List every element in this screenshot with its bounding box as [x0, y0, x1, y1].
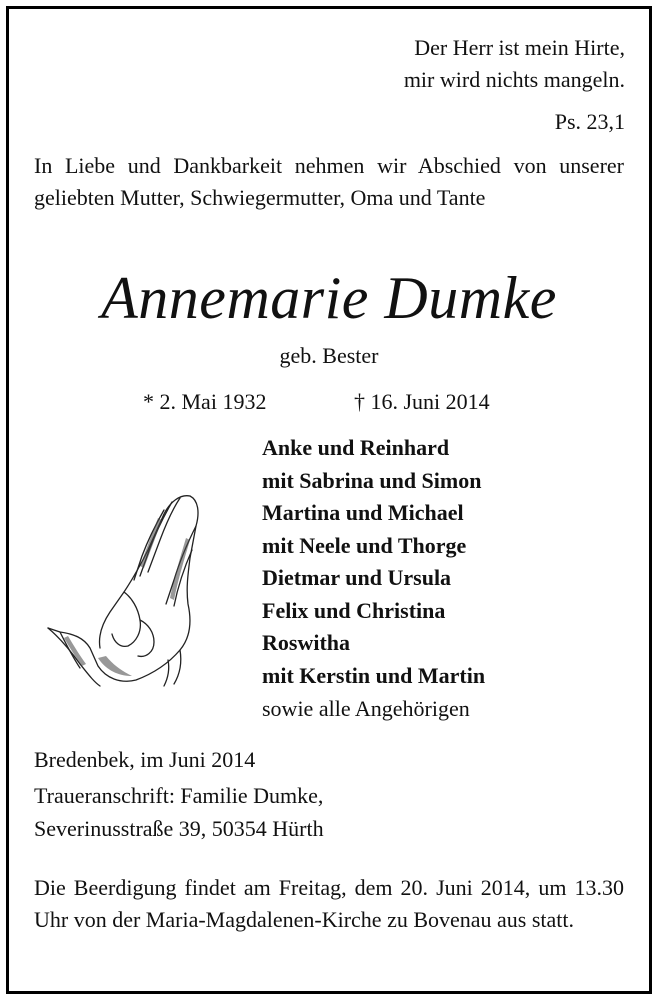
- psalm-line-1: Der Herr ist mein Hirte,: [414, 35, 625, 60]
- mourner-line: mit Neele und Thorge: [262, 532, 467, 558]
- deceased-name: Annemarie Dumke: [101, 265, 557, 331]
- place-date: Bredenbek, im Juni 2014: [34, 747, 256, 772]
- address-label: Traueranschrift: Familie Dumke,: [34, 783, 324, 808]
- psalm-reference: Ps. 23,1: [554, 109, 625, 134]
- mourners-list: [262, 432, 485, 726]
- mourner-line: Anke und Reinhard: [262, 435, 450, 460]
- praying-hands-icon: [40, 488, 210, 688]
- intro-text: In Liebe und Dankbarkeit nehmen wir Abschied von unserer geliebten Mutter, Schwiegermutter, Oma und Tante: [34, 153, 624, 210]
- mourner-line: Martina und Michael: [262, 500, 464, 525]
- death-date: † 16. Juni 2014: [354, 389, 490, 414]
- birth-name: geb. Bester: [279, 343, 379, 368]
- mourner-line: mit Kerstin und Martin: [262, 662, 486, 688]
- address-street: Severinusstraße 39, 50354 Hürth: [34, 816, 324, 841]
- mourners-closing: sowie alle Angehörigen: [262, 696, 470, 721]
- mourner-line: Roswitha: [262, 630, 351, 655]
- mourner-line: Dietmar und Ursula: [262, 565, 452, 590]
- birth-date: * 2. Mai 1932: [143, 389, 267, 414]
- psalm-line-2: mir wird nichts mangeln.: [403, 67, 625, 92]
- mourner-line: Felix und Christina: [262, 597, 446, 623]
- funeral-info: Die Beerdigung findet am Freitag, dem 20. Juni 2014, um 13.30 Uhr von der Maria-Magdalenen-Kirche zu Bovenau aus statt.: [34, 875, 624, 932]
- mourner-line: mit Sabrina und Simon: [262, 467, 482, 493]
